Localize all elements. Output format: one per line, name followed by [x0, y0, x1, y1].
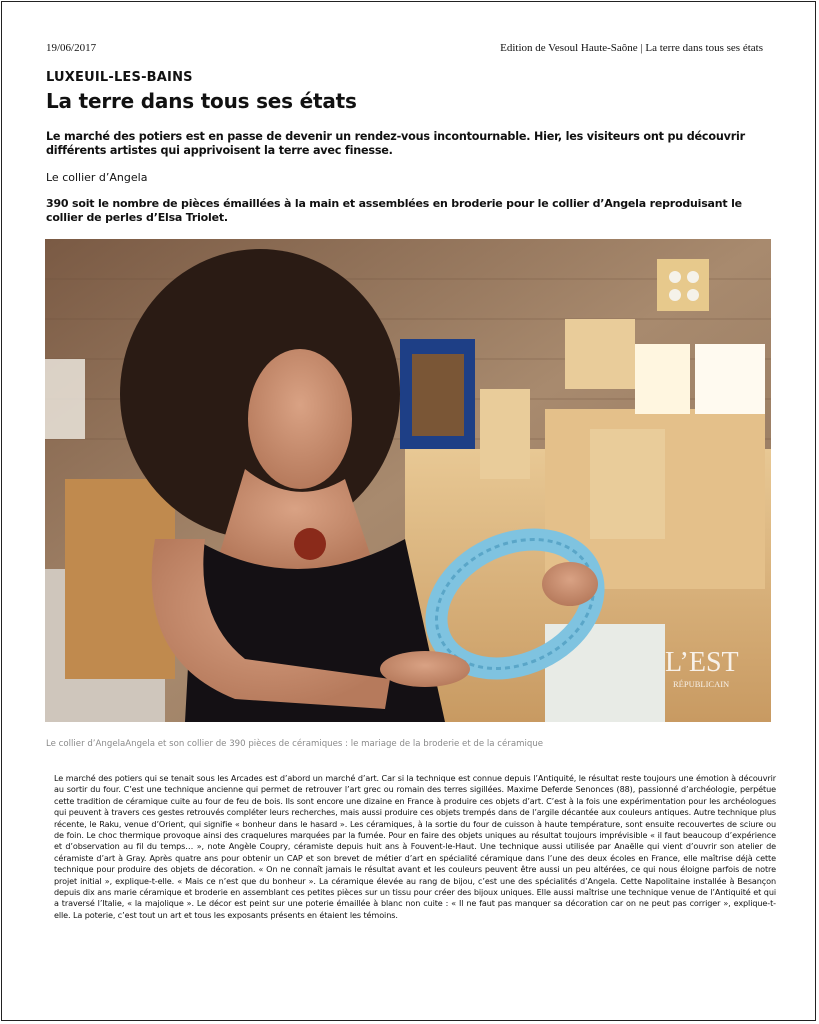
photo-caption: Le collier d’AngelaAngela et son collier de 390 pièces de céramiques : le mariage de la broderie et de la céramique: [46, 739, 544, 749]
newspaper-page: [1, 1, 816, 1021]
article-intro: 390 soit le nombre de pièces émaillées à la main et assemblées en broderie pour le collier d’Angela reproduisant le collier de perles d’Elsa Triolet.: [46, 197, 742, 224]
article-photo: [45, 239, 771, 722]
article-subhead: Le collier d’Angela: [46, 171, 148, 184]
photo-watermark-sub: RÉPUBLICAIN: [673, 679, 730, 689]
edition-label: Edition de Vesoul Haute-Saône | La terre dans tous ses états: [500, 42, 763, 54]
article-lead: Le marché des potiers est en passe de devenir un rendez-vous incontournable. Hier, les visiteurs ont pu découvrir différents artistes qui apprivoisent la terre avec finesse.: [46, 130, 745, 157]
photo-illustration: [45, 239, 771, 722]
publication-date: 19/06/2017: [46, 42, 97, 54]
page-header: [46, 42, 763, 54]
photo-watermark: L’EST: [665, 647, 739, 678]
article-title: La terre dans tous ses états: [46, 89, 357, 113]
article-kicker: LUXEUIL-LES-BAINS: [46, 70, 193, 85]
article-body: Le marché des potiers qui se tenait sous les Arcades est d’abord un marché d’art. Car si la technique est connue depuis l’Antiquité, le résultat reste toujours une émotion à découvrir au sortir du four. C’est une technique ancienne qui permet de retrouver l’art grec ou romain des terres sigillées. Maxime Deferde Senonces (88), passionné d’archéologie, perpétue cette tradition de céramique cuite au four de feu de bois. Ils sont encore une dizaine en France à produire ces objets d’art. C’est à la fois une expérimentation pour les archéologues qui peuvent à travers ces gestes retrouvés compléter leurs recherches, mais aussi produire ces objets trempés dans de l’argile décantée aux couleurs antiques. Autre technique plus récente, le Raku, venue d’Orient, qui signifie « bonheur dans le hasard ». Les céramiques, à la sortie du four de cuisson à haute température, sont ensuite recouvertes de sciure ou de foin. Le choc thermique provoque ainsi des craquelures marquées par la fumée. Pour en faire des objets uniques au résultat toujours imprévisible « il faut beaucoup d’expérience et d’observation au fil du temps… », note Angèle Coupry, céramiste depuis huit ans à Fouvent-le-Haut. Une technique aussi utilisée par Anaëlle qui vient d’ouvrir son atelier de céramiste d’art à Gray. Après quatre ans pour obtenir un CAP et son brevet de métier d’art en spécialité céramique dans l’une des deux écoles en France, elle maîtrise déjà cette technique pour produire des objets de décoration. « On ne connaît jamais le résultat avant et les couleurs peuvent être aussi un peu altérées, ce qui nous éloigne parfois de notre projet initial », explique-t-elle. « Mais ce n’est que du bonheur ». La céramique élevée au rang de bijou, c’est une des spécialités d’Angela. Cette Napolitaine installée à Besançon depuis dix ans marie céramique et broderie en assemblant ces petites pièces sur un tissu pour créer des bijoux uniques. Elle aussi maîtrise une technique venue de l’Antiquité et qui a traversé l’Italie, « la majolique ». Le décor est peint sur une poterie émaillée à blanc non cuite : « Il ne faut pas manquer sa décoration car on ne peut pas corriger », explique-t-elle. La poterie, c’est tout un art et tous les exposants présents en étaient les témoins.: [54, 773, 776, 920]
